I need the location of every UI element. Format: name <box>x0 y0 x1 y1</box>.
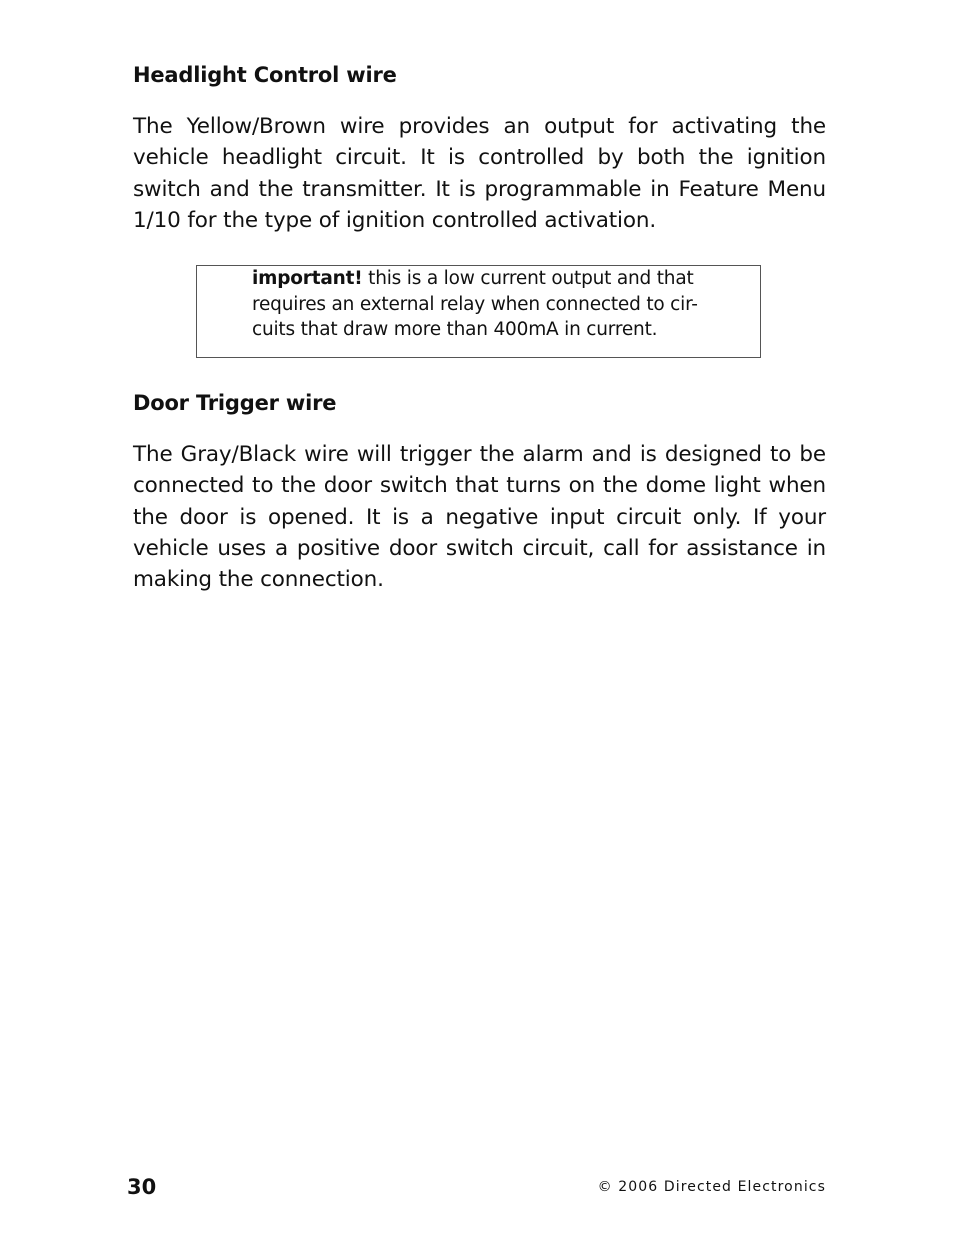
headlight-control-heading: Headlight Control wire <box>133 63 397 87</box>
door-trigger-paragraph: The Gray/Black wire will trigger the alarm and is designed to be connected to the door switch that turns on the dome light when the door is opened. It is a negative input circuit only. If your vehicle uses a positive door switch circuit, call for assistance in making the connection. <box>133 442 826 593</box>
copyright-notice: © 2006 Directed Electronics <box>597 1179 826 1195</box>
important-note-box <box>196 265 761 358</box>
page-number: 30 <box>127 1175 157 1199</box>
important-note-line-1 <box>252 266 722 292</box>
headlight-control-paragraph: The Yellow/Brown wire provides an output for activating the vehicle headlight circuit. It is controlled by both the ignition switch and the transmitter. It is programmable in Feature Menu 1/10 for the type of ignition controlled activation. <box>133 114 826 233</box>
important-note-text <box>252 266 722 343</box>
door-trigger-heading: Door Trigger wire <box>133 391 337 415</box>
important-note-line-3: cuits that draw more than 400mA in current. <box>252 319 658 340</box>
important-note-line-2: requires an external relay when connected to cir- <box>252 293 698 315</box>
important-note-label: important! <box>252 268 363 289</box>
important-note-line-1-text: this is a low current output and that <box>362 268 694 289</box>
